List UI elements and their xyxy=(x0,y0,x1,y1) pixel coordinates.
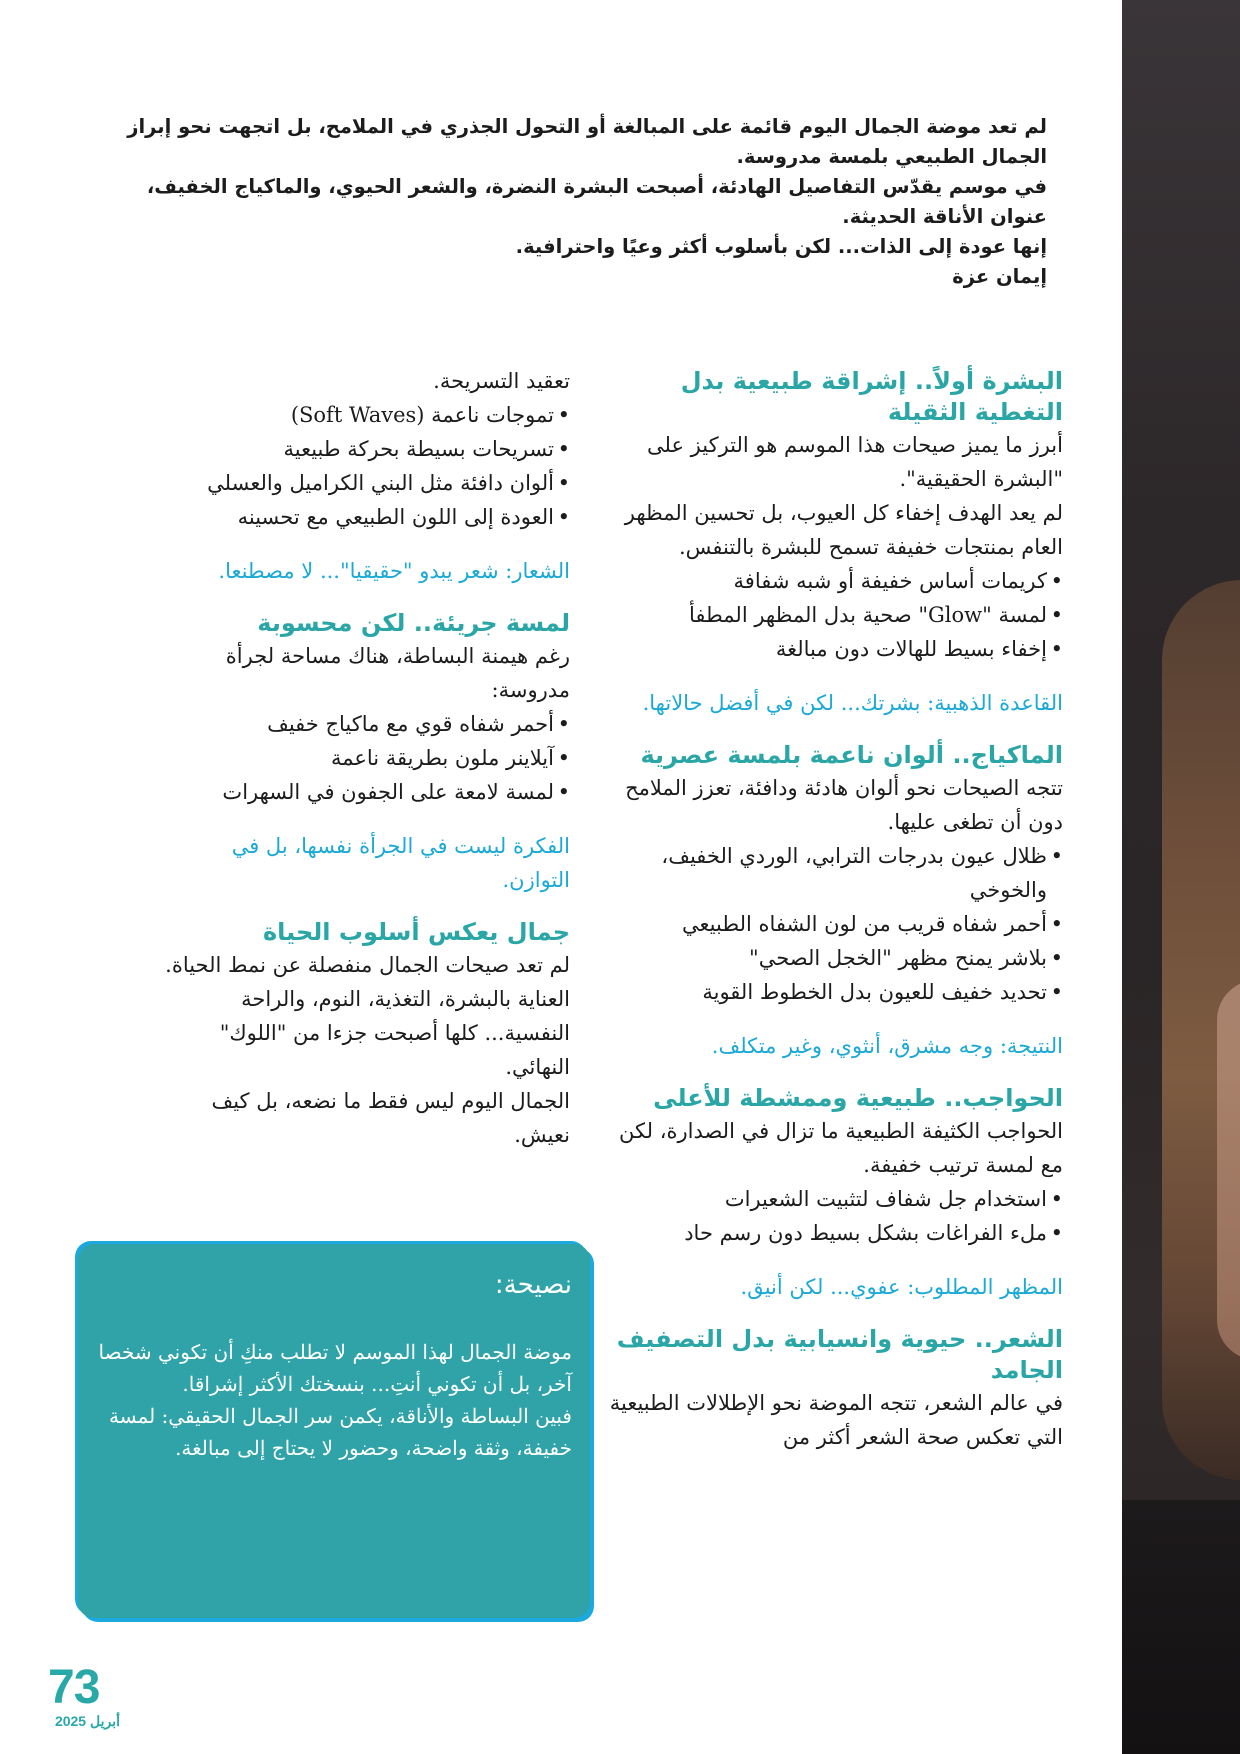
makeup-heading: الماكياج.. ألوان ناعمة بلمسة عصرية xyxy=(640,741,1063,769)
list-item: • ألوان دافئة مثل البني الكراميل والعسلي xyxy=(160,466,570,500)
makeup-list xyxy=(593,839,1063,1009)
skin-paragraph-1: أبرز ما يميز صيحات هذا الموسم هو التركيز على "البشرة الحقيقية". xyxy=(647,433,1063,491)
brows-paragraph-1: الحواجب الكثيفة الطبيعية ما تزال في الصدارة، لكن مع لمسة ترتيب خفيفة. xyxy=(619,1119,1063,1177)
brows-note: المظهر المطلوب: عفوي... لكن أنيق. xyxy=(740,1275,1063,1299)
intro-author: إيمان عزة xyxy=(952,265,1047,288)
tip-box xyxy=(78,1244,590,1618)
skin-note: القاعدة الذهبية: بشرتك... لكن في أفضل حالاتها. xyxy=(642,691,1063,715)
hair-heading: الشعر.. حيوية وانسيابية بدل التصفيف الجامد xyxy=(616,1325,1063,1384)
intro-line-1: لم تعد موضة الجمال اليوم قائمة على المبالغة أو التحول الجذري في الملامح، بل اتجهت نحو إبراز الجمال الطبيعي بلمسة مدروسة. xyxy=(127,115,1047,168)
list-item: • آيلاينر ملون بطريقة ناعمة xyxy=(160,741,570,775)
brows-list xyxy=(593,1182,1063,1250)
intro-block xyxy=(87,112,1047,292)
skin-paragraph-2: لم يعد الهدف إخفاء كل العيوب، بل تحسين المظهر العام بمنتجات خفيفة تسمح للبشرة بالتنفس. xyxy=(624,501,1063,559)
list-item: • أحمر شفاه قريب من لون الشفاه الطبيعي xyxy=(593,907,1063,941)
list-item: • أحمر شفاه قوي مع ماكياج خفيف xyxy=(160,707,570,741)
skin-heading: البشرة أولاً.. إشراقة طبيعية بدل التغطية الثقيلة xyxy=(680,367,1063,426)
tip-title: نصيحة: xyxy=(494,1270,572,1300)
article-column-left xyxy=(160,364,570,1152)
hair-paragraph-1-continued: تعقيد التسريحة. xyxy=(433,369,570,393)
skin-list xyxy=(593,564,1063,666)
list-item: • استخدام جل شفاف لتثبيت الشعيرات xyxy=(593,1182,1063,1216)
list-item: • تموجات ناعمة (Soft Waves) xyxy=(160,398,570,432)
list-item: • العودة إلى اللون الطبيعي مع تحسينه xyxy=(160,500,570,534)
lifestyle-heading: جمال يعكس أسلوب الحياة xyxy=(262,918,570,946)
makeup-paragraph-1: تتجه الصيحات نحو ألوان هادئة ودافئة، تعزز الملامح دون أن تطغى عليها. xyxy=(625,776,1063,834)
hair-paragraph-1: في عالم الشعر، تتجه الموضة نحو الإطلالات الطبيعية التي تعكس صحة الشعر أكثر من xyxy=(609,1391,1063,1449)
list-item: • بلاشر يمنح مظهر "الخجل الصحي" xyxy=(593,941,1063,975)
hair-list xyxy=(160,398,570,534)
list-item: • لمسة لامعة على الجفون في السهرات xyxy=(160,775,570,809)
bold-paragraph-1: رغم هيمنة البساطة، هناك مساحة لجرأة مدروسة: xyxy=(225,644,570,702)
list-item: • ملء الفراغات بشكل بسيط دون رسم حاد xyxy=(593,1216,1063,1250)
page-number: 73 xyxy=(48,1661,100,1714)
hair-note: الشعار: شعر يبدو "حقيقيا"... لا مصطنعا. xyxy=(218,559,570,583)
lifestyle-paragraph-1: لم تعد صيحات الجمال منفصلة عن نمط الحياة. xyxy=(165,953,570,977)
intro-line-2: في موسم يقدّس التفاصيل الهادئة، أصبحت البشرة النضرة، والشعر الحيوي، والماكياج الخفيف، عنوان الأناقة الحديثة. xyxy=(146,175,1047,228)
makeup-note: النتيجة: وجه مشرق، أنثوي، وغير متكلف. xyxy=(711,1034,1063,1058)
list-item: • ظلال عيون بدرجات الترابي، الوردي الخفيف، والخوخي xyxy=(593,839,1063,907)
page-folio xyxy=(48,1661,138,1730)
lifestyle-paragraph-3: الجمال اليوم ليس فقط ما نضعه، بل كيف نعيش. xyxy=(211,1089,570,1147)
tip-paragraph-2: فبين البساطة والأناقة، يكمن سر الجمال الحقيقي: لمسة خفيفة، وثقة واضحة، وحضور لا يحتاج إلى مبالغة. xyxy=(108,1404,572,1460)
bold-note: الفكرة ليست في الجرأة نفسها، بل في التوازن. xyxy=(231,834,570,892)
bold-heading: لمسة جريئة.. لكن محسوبة xyxy=(257,609,570,637)
list-item: • لمسة "Glow" صحية بدل المظهر المطفأ xyxy=(593,598,1063,632)
list-item: • إخفاء بسيط للهالات دون مبالغة xyxy=(593,632,1063,666)
tip-paragraph-1: موضة الجمال لهذا الموسم لا تطلب منكِ أن تكوني شخصا آخر، بل أن تكوني أنتِ... بنسختك الأكثر إشراقا. xyxy=(98,1340,572,1396)
list-item: • كريمات أساس خفيفة أو شبه شفافة xyxy=(593,564,1063,598)
list-item: • تسريحات بسيطة بحركة طبيعية xyxy=(160,432,570,466)
list-item: • تحديد خفيف للعيون بدل الخطوط القوية xyxy=(593,975,1063,1009)
bold-list xyxy=(160,707,570,809)
photo-jacket xyxy=(1122,1500,1240,1754)
issue-date: أبريل 2025 xyxy=(54,1713,120,1729)
article-column-right xyxy=(593,366,1063,1454)
photo-face xyxy=(1217,980,1240,1360)
brows-heading: الحواجب.. طبيعية وممشطة للأعلى xyxy=(653,1084,1063,1112)
intro-line-3: إنها عودة إلى الذات... لكن بأسلوب أكثر وعيًا واحترافية. xyxy=(515,235,1047,258)
lifestyle-paragraph-2: العناية بالبشرة، التغذية، النوم، والراحة النفسية... كلها أصبحت جزءا من "اللوك" النهائي. xyxy=(219,987,570,1079)
model-photo-strip xyxy=(1122,0,1240,1754)
